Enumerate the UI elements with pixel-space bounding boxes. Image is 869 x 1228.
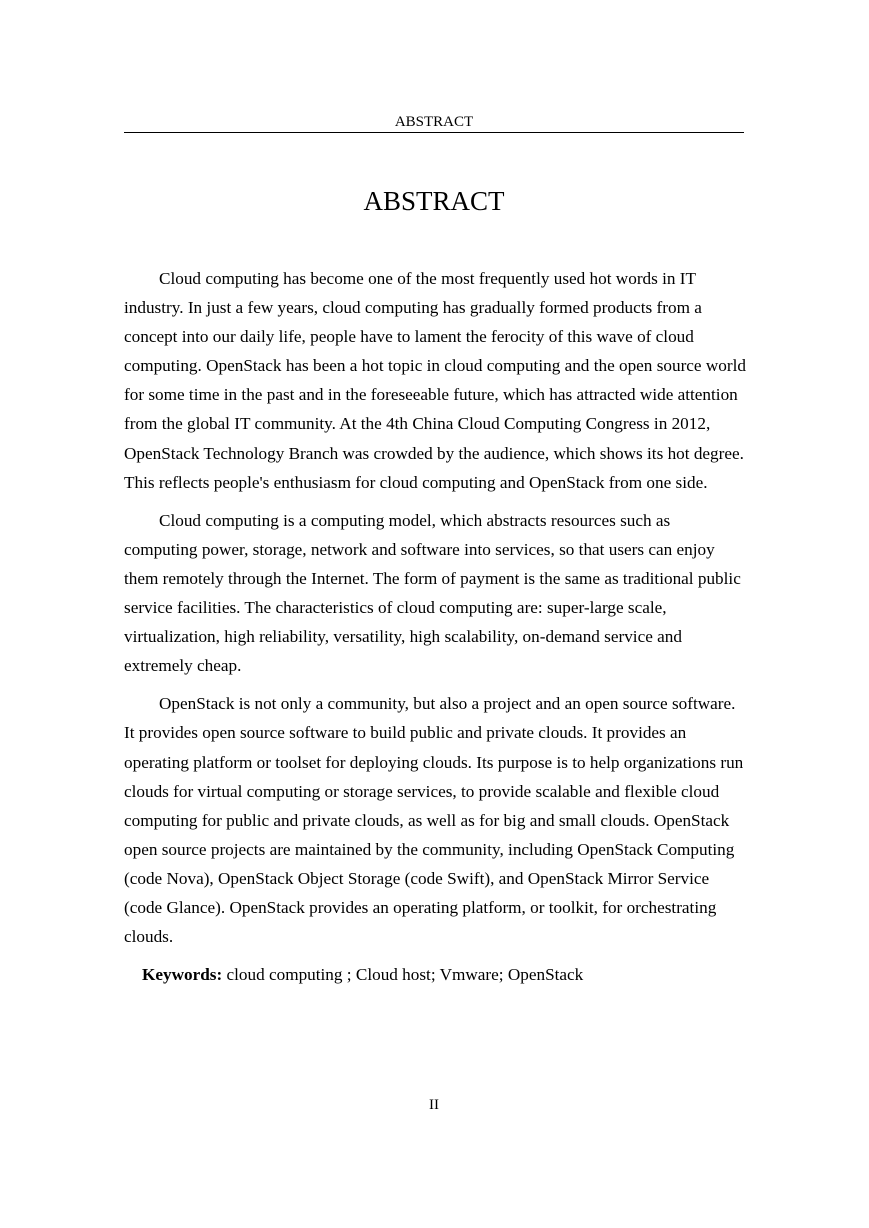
header-rule [124,132,744,133]
abstract-body [124,264,746,989]
abstract-paragraph-1: Cloud computing has become one of the most frequently used hot words in IT industry. In just a few years, cloud computing has gradually formed products from a concept into our daily life, people have to lament the ferocity of this wave of cloud computing. OpenStack has been a hot topic in cloud computing and the open source world for some time in the past and in the foreseeable future, which has attracted wide attention from the global IT community. At the 4th China Cloud Computing Congress in 2012, OpenStack Technology Branch was crowded by the audience, which shows its hot degree. This reflects people's enthusiasm for cloud computing and OpenStack from one side. [124,269,746,492]
page-number: II [429,1097,439,1113]
keywords-line [124,960,746,989]
page-title: ABSTRACT [363,186,505,216]
running-header: ABSTRACT [394,114,474,130]
abstract-paragraph-2: Cloud computing is a computing model, which abstracts resources such as computing power, storage, network and software into services, so that users can enjoy them remotely through the Internet. The form of payment is the same as traditional public service facilities. The characteristics of cloud computing are: super-large scale, virtualization, high reliability, versatility, high scalability, on-demand service and extremely cheap. [124,510,741,676]
abstract-paragraph-3: OpenStack is not only a community, but also a project and an open source software. It provides open source software to build public and private clouds. It provides an operating platform or toolset for deploying clouds. Its purpose is to help organizations run clouds for virtual computing or storage services, to provide scalable and flexible cloud computing for public and private clouds, as well as for big and small clouds. OpenStack open source projects are maintained by the community, including OpenStack Computing (code Nova), OpenStack Object Storage (code Swift), and OpenStack Mirror Service (code Glance). OpenStack provides an operating platform, or toolkit, for orchestrating clouds. [124,694,744,947]
keywords-text: cloud computing ; Cloud host; Vmware; OpenStack [222,965,584,985]
keywords-label: Keywords: [142,965,223,985]
